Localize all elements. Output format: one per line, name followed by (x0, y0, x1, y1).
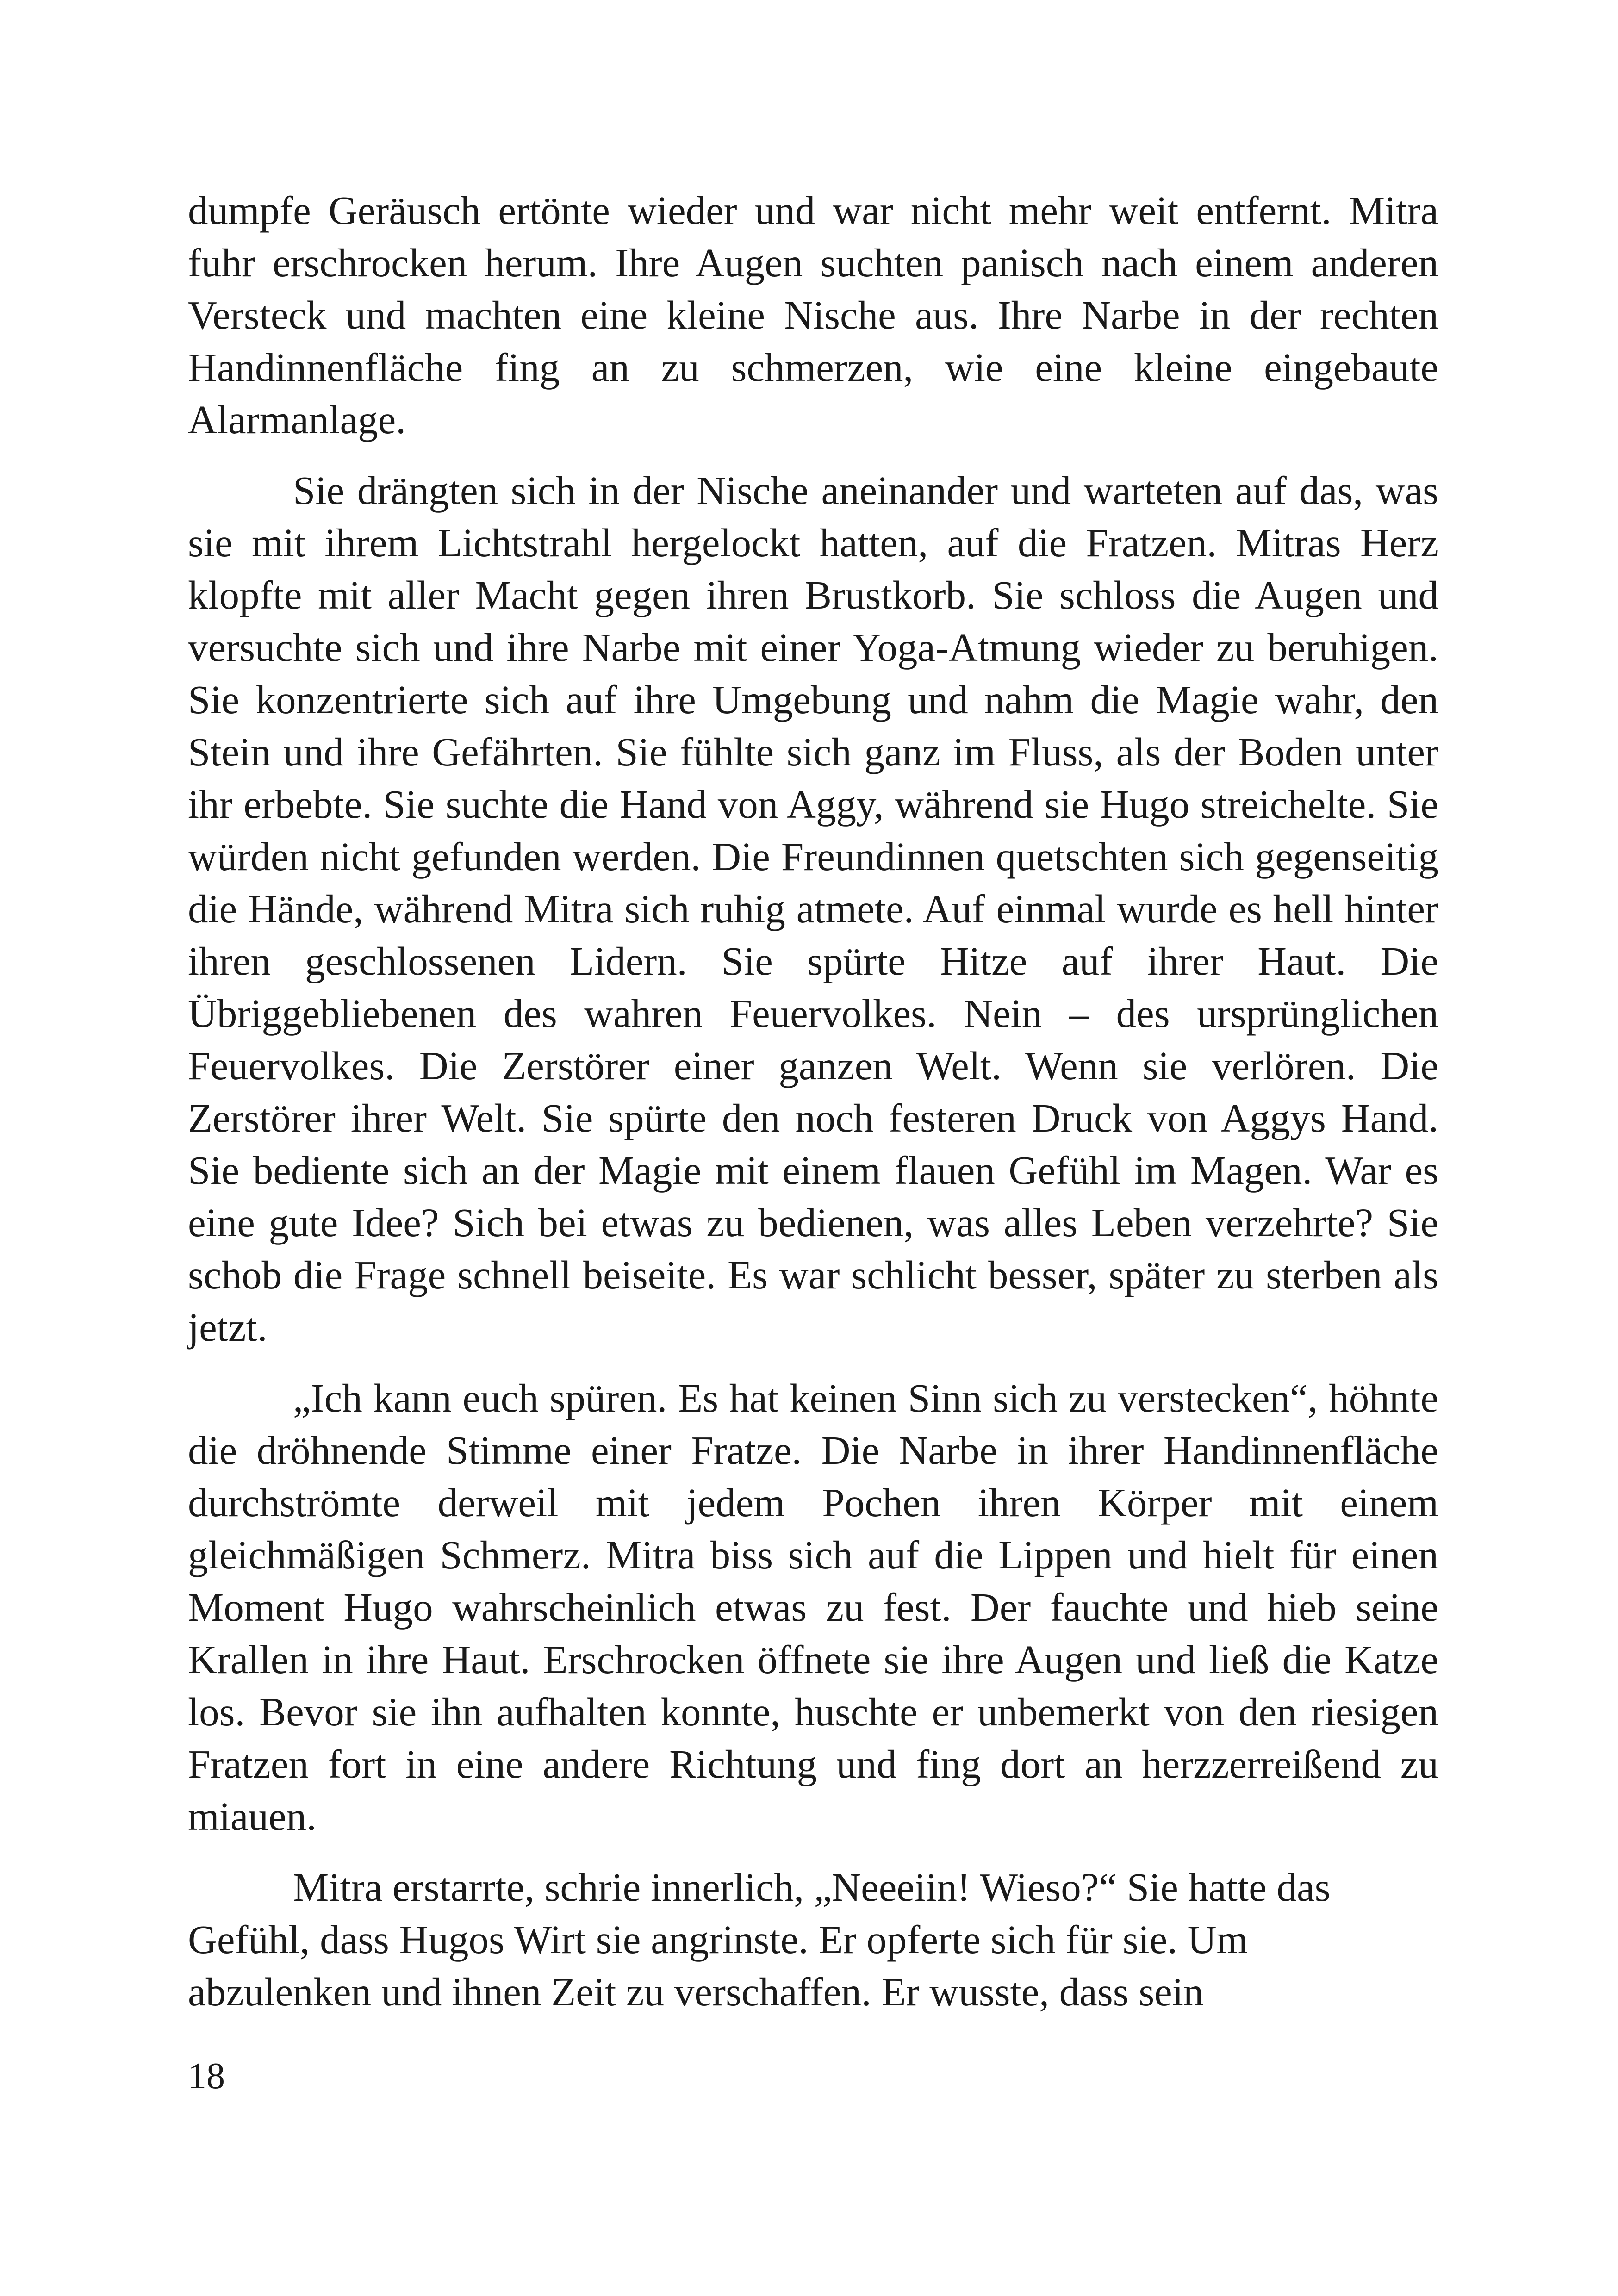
body-text (188, 184, 1438, 2018)
paragraph-3: „Ich kann euch spüren. Es hat keinen Sinn sich zu verstecken“, höhnte die dröhnende Stimme einer Fratze. Die Narbe in ihrer Handinnenfläche durchströmte derweil mit jedem Pochen ihren Körper mit einem gleichmäßigen Schmerz. Mitra biss sich auf die Lippen und hielt für einen Moment Hugo wahrscheinlich etwas zu fest. Der fauchte und hieb seine Krallen in ihre Haut. Erschrocken öffnete sie ihre Augen und ließ die Katze los. Bevor sie ihn aufhalten konnte, huschte er unbemerkt von den riesigen Fratzen fort in eine andere Richtung und fing dort an herzzerreißend zu miauen. (188, 1375, 1438, 1839)
paragraph-2: Sie drängten sich in der Nische aneinander und warteten auf das, was sie mit ihrem Lichtstrahl hergelockt hatten, auf die Fratzen. Mitras Herz klopfte mit aller Macht gegen ihren Brustkorb. Sie schloss die Augen und versuchte sich und ihre Narbe mit einer Yoga-Atmung wieder zu beruhigen. Sie konzentrierte sich auf ihre Umgebung und nahm die Magie wahr, den Stein und ihre Gefährten. Sie fühlte sich ganz im Fluss, als der Boden unter ihr erbebte. Sie suchte die Hand von Aggy, während sie Hugo streichelte. Sie würden nicht gefunden werden. Die Freundinnen quetschten sich gegenseitig die Hände, während Mitra sich ruhig atmete. Auf einmal wurde es hell hinter ihren geschlossenen Lidern. Sie spürte Hitze auf ihrer Haut. Die Übriggebliebenen des wahren Feuervolkes. Nein – des ursprünglichen Feuervolkes. Die Zerstörer einer ganzen Welt. Wenn sie verlören. Die Zerstörer ihrer Welt. Sie spürte den noch festeren Druck von Aggys Hand. Sie bediente sich an der Magie mit einem flauen Gefühl im Magen. War es eine gute Idee? Sich bei etwas zu bedienen, was alles Leben verzehrte? Sie schob die Frage schnell beiseite. Es war schlicht besser, später zu sterben als jetzt. (188, 468, 1438, 1350)
paragraph-1: dumpfe Geräusch ertönte wieder und war nicht mehr weit entfernt. Mitra fuhr erschrocken herum. Ihre Augen suchten panisch nach einem anderen Versteck und machten eine kleine Nische aus. Ihre Narbe in der rechten Handinnenfläche fing an zu schmerzen, wie eine kleine eingebaute Alarmanlage. (188, 188, 1438, 442)
paragraph-4: Mitra erstarrte, schrie innerlich, „Neeeiin! Wieso?“ Sie hatte das Gefühl, dass Hugos Wirt sie angrinste. Er opferte sich für sie. Um abzulenken und ihnen Zeit zu verschaffen. Er wusste, dass sein (188, 1865, 1331, 2014)
page-number: 18 (188, 2056, 225, 2097)
